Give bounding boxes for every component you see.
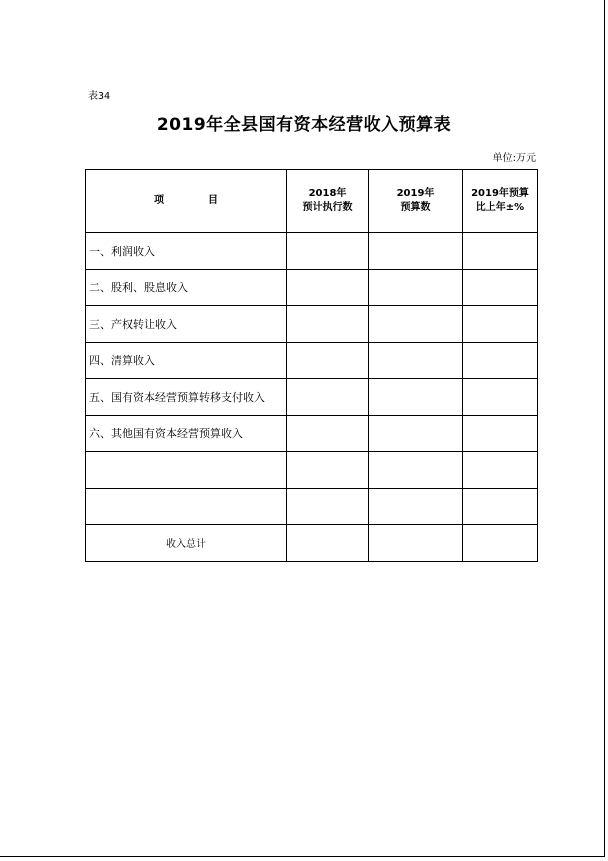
row-2018-executed [287,306,369,343]
header-2019-line1: 2019年 [396,188,435,199]
row-change-percent [463,306,538,343]
budget-table [85,169,538,562]
header-change-percent [463,170,538,233]
table-number: 表34 [88,91,111,102]
row-2018-executed [287,488,369,525]
table-row [86,306,538,343]
header-item-part1: 项 [154,195,164,206]
row-item-label [86,452,287,489]
header-2018-line1: 2018年 [308,188,347,199]
row-2018-executed [287,379,369,416]
row-item-label: 五、国有资本经营预算转移支付收入 [86,379,287,416]
row-change-percent [463,488,538,525]
row-change-percent [463,269,538,306]
table-row [86,342,538,379]
header-item-part2: 目 [208,195,218,206]
total-label: 收入总计 [86,525,287,562]
table-row [86,233,538,270]
row-2019-budget [369,379,463,416]
row-2019-budget [369,415,463,452]
document-title: 2019年全县国有资本经营收入预算表 [156,115,452,135]
header-item [86,170,287,233]
row-item-label: 二、股利、股息收入 [86,269,287,306]
row-2019-budget [369,452,463,489]
table-row [86,415,538,452]
row-2019-budget [369,233,463,270]
total-2018-executed [287,525,369,562]
total-change-percent [463,525,538,562]
table-header-row [86,170,538,233]
table-row [86,452,538,489]
row-2019-budget [369,342,463,379]
row-change-percent [463,415,538,452]
header-change-line2: 比上年±% [475,202,525,213]
row-2018-executed [287,415,369,452]
header-2019-line2: 预算数 [400,202,431,213]
row-item-label: 三、产权转让收入 [86,306,287,343]
unit-label: 单位:万元 [492,153,536,164]
page-border-bottom [0,856,605,857]
row-2019-budget [369,306,463,343]
row-item-label: 一、利润收入 [86,233,287,270]
header-2018-executed [287,170,369,233]
row-2018-executed [287,269,369,306]
row-2018-executed [287,452,369,489]
row-change-percent [463,342,538,379]
row-change-percent [463,233,538,270]
table-row [86,269,538,306]
table-total-row [86,525,538,562]
header-2019-budget [369,170,463,233]
row-2019-budget [369,269,463,306]
header-change-line1: 2019年预算 [471,188,529,199]
row-change-percent [463,452,538,489]
row-item-label [86,488,287,525]
row-change-percent [463,379,538,416]
row-item-label: 四、清算收入 [86,342,287,379]
row-2019-budget [369,488,463,525]
total-2019-budget [369,525,463,562]
row-2018-executed [287,342,369,379]
row-item-label: 六、其他国有资本经营预算收入 [86,415,287,452]
table-row [86,379,538,416]
row-2018-executed [287,233,369,270]
table-row [86,488,538,525]
header-2018-line2: 预计执行数 [302,202,353,213]
